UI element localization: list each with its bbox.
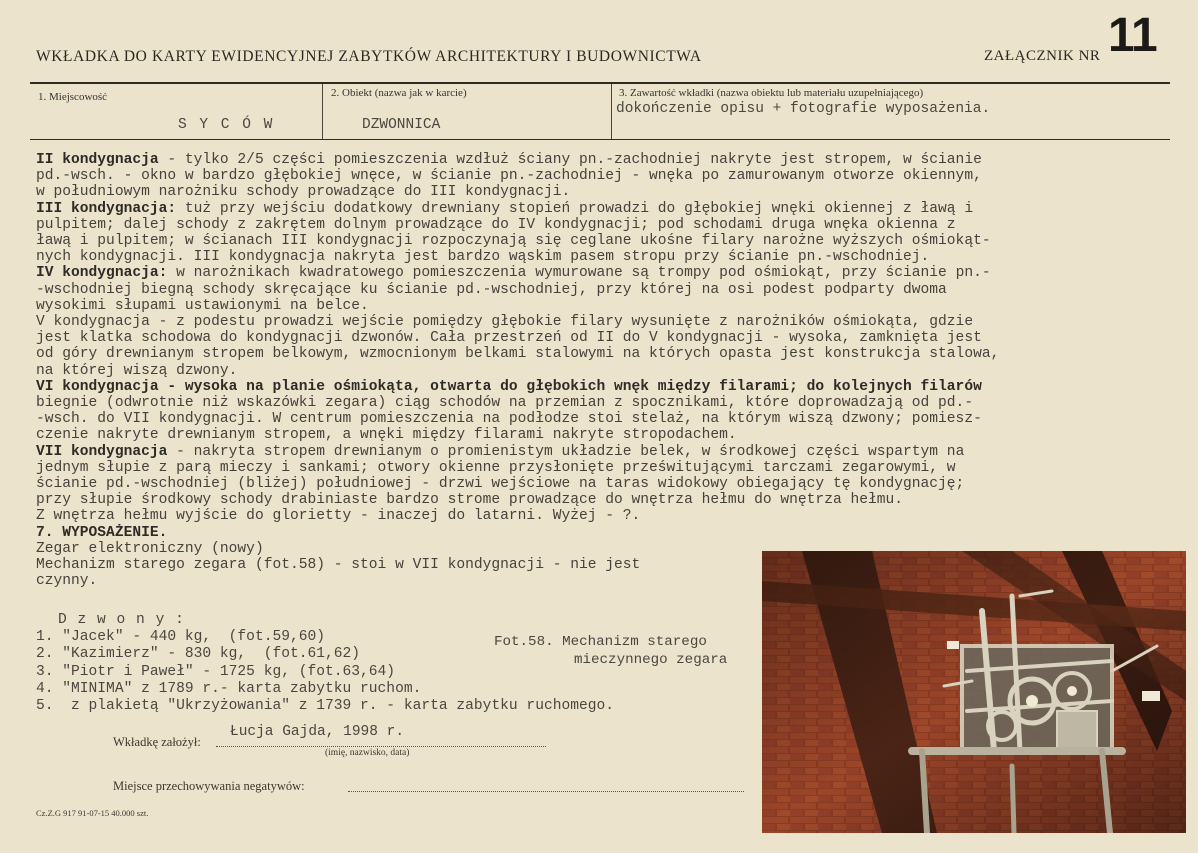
form-bottom-rule xyxy=(30,139,1170,140)
body-line-text: ścianie pd.-wschodniej (bliżej) południowej - drzwi wejściowe na taras widokowy obiegający tę kondygnację; xyxy=(36,476,965,493)
body-line xyxy=(36,346,1162,362)
body-line xyxy=(36,249,1162,265)
content-label: 3. Zawartość wkładki (nazwa obiektu lub materiału uzupełniającego) xyxy=(619,87,924,99)
body-line xyxy=(36,395,1162,411)
bell-item: 3. "Piotr i Paweł" - 1725 kg, (fot.63,64) xyxy=(36,663,396,680)
body-line xyxy=(36,460,1162,476)
body-line-text: - nakryta stropem drewnianym o promienistym układzie belek, w środkowej części wspartym na xyxy=(167,443,965,460)
made-by-line xyxy=(216,745,546,747)
bell-item: 4. "MINIMA" z 1789 r.- karta zabytku ruchom. xyxy=(36,680,422,697)
body-line-heading: 7. WYPOSAŻENIE. xyxy=(36,524,168,541)
body-line-text: ławą i pulpitem; w ścianach III kondygnacji rozpoczynają się ceglane ukośne filary narożne wyższych ośmiokąt- xyxy=(36,233,991,250)
body-line xyxy=(36,168,1162,184)
bell-item: 2. "Kazimierz" - 830 kg, (fot.61,62) xyxy=(36,646,361,663)
body-line-text: wysokimi słupami ustawionymi na belce. xyxy=(36,297,369,314)
body-line-text: czenie nakryte drewnianym stropem, a wnęki między filarami nakryte stropodachem. xyxy=(36,427,737,444)
photo-caption-line1: Fot.58. Mechanizm starego xyxy=(494,634,707,650)
object-value: DZWONNICA xyxy=(362,117,441,133)
body-line-text: w narożnikach kwadratowego pomieszczenia wymurowane są trompy pod ośmiokąt, przy ścianie pn.- xyxy=(167,265,991,282)
body-line xyxy=(36,411,1162,427)
body-line xyxy=(36,492,1162,508)
body-line xyxy=(36,330,1162,346)
body-line xyxy=(36,314,1162,330)
card-title: WKŁADKA DO KARTY EWIDENCYJNEJ ZABYTKÓW ARCHITEKTURY I BUDOWNICTWA xyxy=(36,48,702,65)
body-line-text: Mechanizm starego zegara (fot.58) - stoi w VII kondygnacji - nie jest xyxy=(36,557,641,574)
body-line xyxy=(36,233,1162,249)
body-line xyxy=(36,282,1162,298)
photo-caption-line2: mieczynnego zegara xyxy=(574,652,728,668)
body-line-text: Zegar elektroniczny (nowy) xyxy=(36,540,264,557)
field-divider-1 xyxy=(322,84,323,139)
bell-item: 5. z plakietą "Ukrzyżowania" z 1739 r. - karta zabytku ruchomego. xyxy=(36,698,615,715)
body-line-text: jednym słupie z parą mieczy i sankami; otwory okienne przysłonięte prześwitującymi tarczami zegarowymi, w xyxy=(36,459,956,476)
storage-label: Miejsce przechowywania negatywów: xyxy=(113,779,305,793)
form-top-rule xyxy=(30,82,1170,84)
made-by-label: Wkładkę założył: xyxy=(113,735,201,749)
bells-heading: D z w o n y : xyxy=(58,612,185,628)
bell-item: 1. "Jacek" - 440 kg, (fot.59,60) xyxy=(36,629,326,645)
body-line xyxy=(36,508,1162,524)
description-body xyxy=(36,152,1162,589)
field-divider-2 xyxy=(611,84,612,139)
body-line-heading: VII kondygnacja xyxy=(36,443,168,460)
body-line-heading: II kondygnacja xyxy=(36,152,159,168)
body-line xyxy=(36,525,1162,541)
body-line xyxy=(36,476,1162,492)
body-line-text: nych kondygnacji. III kondygnacja nakryta jest bardzo wąskim pasem stropu przy ścianie pn.-wschodniej. xyxy=(36,249,930,266)
place-label: 1. Miejscowość xyxy=(38,91,108,103)
body-line xyxy=(36,363,1162,379)
body-line xyxy=(36,444,1162,460)
body-line-heading: IV kondygnacja: xyxy=(36,265,168,282)
clock-mechanism-photo xyxy=(762,551,1186,833)
body-line-text: od góry drewnianym stropem belkowym, wzmocnionym belkami stalowymi na których opasta jest konstrukcja stalowa, xyxy=(36,346,1000,363)
storage-line xyxy=(348,790,744,792)
body-line-text: przy słupie środkowy schody drabiniaste bardzo strome prowadzące do wnętrza hełmu do wnętrza hełmu. xyxy=(36,492,904,509)
body-line xyxy=(36,298,1162,314)
place-value: S Y C Ó W xyxy=(178,117,275,133)
body-line-text: pd.-wsch. - okno w bardzo głębokiej wnęce, w ścianie pn.-zachodniej - wnęka po zamurowanym otworze okiennym, xyxy=(36,168,982,185)
body-line xyxy=(36,152,1162,168)
body-line-text: V kondygnacja - z podestu prowadzi wejście pomiędzy głębokie filary wysunięte z narożników ośmiokąta, gdzie xyxy=(36,314,974,331)
object-label: 2. Obiekt (nazwa jak w karcie) xyxy=(331,87,467,99)
body-line-text: -wschodniej biegną schody skręcające ku ścianie pd.-wschodniej, przy której na osi podest podparty dwoma xyxy=(36,281,947,298)
annex-number: 11 xyxy=(1108,9,1157,62)
body-line xyxy=(36,265,1162,281)
body-line xyxy=(36,379,1162,395)
made-by-hint: (imię, nazwisko, data) xyxy=(325,748,410,758)
body-line-heading: VI kondygnacja - wysoka na planie ośmiokąta, otwarta do głębokich wnęk między filarami; do kolejnych filarów xyxy=(36,378,982,395)
body-line-heading: III kondygnacja: xyxy=(36,200,177,217)
content-value: dokończenie opisu + fotografie wyposażenia. xyxy=(616,101,991,117)
print-code: Cz.Z.G 917 91-07-15 40.000 szt. xyxy=(36,808,149,818)
body-line-text: biegnie (odwrotnie niż wskazówki zegara) ciąg schodów na przemian z spocznikami, które doprowadzają od pd.- xyxy=(36,395,974,412)
body-line-text: -wsch. do VII kondygnacji. W centrum pomieszczenia na podłodze stoi stelaż, na którym wiszą dzwony; pomiesz- xyxy=(36,411,982,428)
body-line xyxy=(36,201,1162,217)
made-by-value: Łucja Gajda, 1998 r. xyxy=(230,724,405,740)
body-line-text: tuż przy wejściu dodatkowy drewniany stopień prowadzi do głębokiej wnęki okiennej z ławą i xyxy=(176,200,974,217)
annex-label: ZAŁĄCZNIK NR xyxy=(984,48,1101,64)
body-line xyxy=(36,184,1162,200)
body-line-text: w południowym narożniku schody prowadzące do III kondygnacji. xyxy=(36,184,571,201)
body-line xyxy=(36,217,1162,233)
body-line xyxy=(36,427,1162,443)
body-line-text: Z wnętrza hełmu wyjście do glorietty - inaczej do latarni. Wyżej - ?. xyxy=(36,508,641,525)
body-line-text: na której wiszą dzwony. xyxy=(36,362,238,379)
body-line-text: - tylko 2/5 części pomieszczenia wzdłuż ściany pn.-zachodniej nakryte jest stropem, w ścianie xyxy=(158,152,982,168)
body-line-text: jest klatka schodowa do kondygnacji dzwonów. Cała przestrzeń od II do V kondygnacji - wysoka, zamknięta jest xyxy=(36,330,982,347)
body-line-text: pulpitem; dalej schody z zakrętem dolnym prowadzące do IV kondygnacji; pod schodami druga wnęka okienna z xyxy=(36,216,956,233)
body-line-text: czynny. xyxy=(36,573,98,590)
